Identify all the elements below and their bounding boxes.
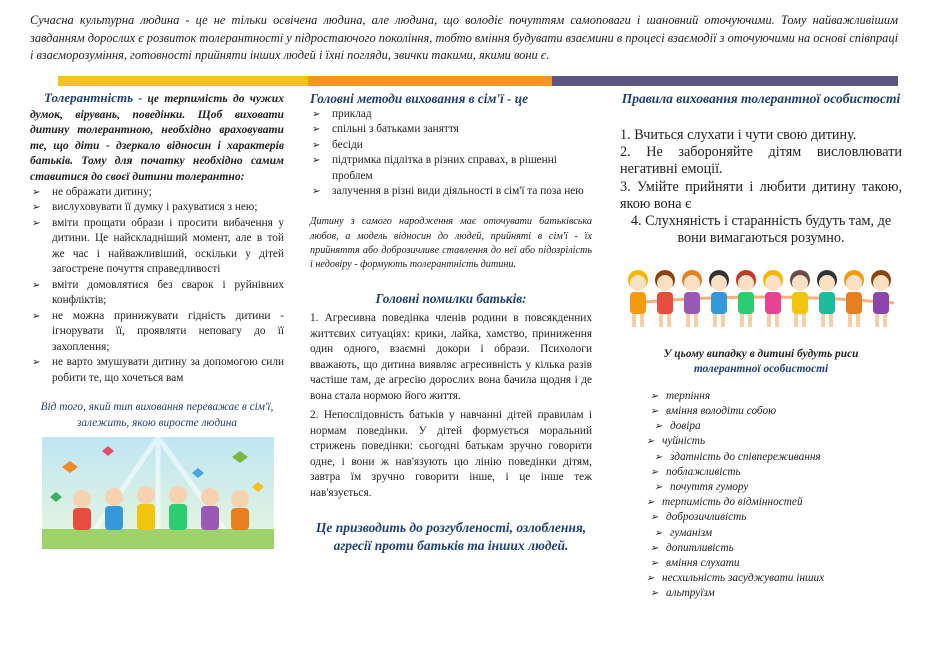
arrow-bullet-icon: ➢ <box>646 497 655 509</box>
tolerance-definition <box>30 90 284 185</box>
rules-list <box>620 127 902 247</box>
rules-title: Правила виховання толерантної особистості <box>621 91 901 106</box>
arrow-bullet-icon: ➢ <box>32 202 41 214</box>
child-figure <box>657 275 673 291</box>
arrow-bullet-icon: ➢ <box>32 357 41 369</box>
mistake-paragraph-2: 2. Непослідовність батьків у навчанні дітей правилам і нормам поведінки. У дітей формується моральний стрижень поведінки: сьогодні батькам зручно говорити одне, і вони ж нав'язують цю лінію поведінки дітям, завтра їм зручно говорити інше, і це інше теж нав'язується. <box>310 409 592 499</box>
child-figure <box>873 275 889 291</box>
list-item: ➢ не ображати дитину; <box>30 185 284 201</box>
arrow-bullet-icon: ➢ <box>650 406 659 418</box>
child-figure <box>711 292 727 314</box>
upbringing-caption: Від того, який тип виховання переважає в сім'ї, залежить, якою виросте людина <box>40 401 274 429</box>
trait-item: ➢ почуття гумору <box>652 480 902 495</box>
arrow-bullet-icon: ➢ <box>654 421 663 433</box>
list-item: ➢ вислуховувати її думку і рахуватися з нею; <box>30 200 284 216</box>
traits-list <box>620 389 902 602</box>
arrow-bullet-icon: ➢ <box>312 139 321 151</box>
rule-item: 3. Умійте прийняти і любити дитину такою, якою вона є <box>620 178 902 212</box>
list-item: ➢ вміти прощати образи і просити вибачення у дитини. Це найскладніший момент, але в той же час і найважливіший, оскільки у дітей загострене почуття справедливості <box>32 216 284 276</box>
child-figure <box>819 275 835 291</box>
color-stripe-yellow <box>58 76 308 86</box>
column-rules <box>620 90 902 602</box>
color-stripe-purple <box>552 76 898 86</box>
child-figure <box>846 275 862 291</box>
traits-heading: У цьому випадку в дитині будуть риси толерантної особистості <box>663 348 859 376</box>
trait-item: ➢ чуйність <box>644 434 902 449</box>
child-figure <box>792 292 808 314</box>
methods-list <box>310 107 592 199</box>
arrow-bullet-icon: ➢ <box>312 155 321 167</box>
color-stripe-orange <box>308 76 552 86</box>
arrow-bullet-icon: ➢ <box>646 436 655 448</box>
rule-item: 4. Слухняність і старанність будуть там, де вони вимагаються розумно. <box>630 213 892 247</box>
arrow-bullet-icon: ➢ <box>654 527 663 539</box>
child-figure <box>694 314 698 327</box>
child-figure <box>765 292 781 314</box>
arrow-bullet-icon: ➢ <box>650 558 659 570</box>
child-figure <box>775 314 779 327</box>
tolerance-term: Толерантність <box>44 90 134 105</box>
child-figure <box>711 275 727 291</box>
trait-item: ➢ допитливість <box>648 541 902 556</box>
child-figure <box>765 275 781 291</box>
child-figure <box>686 314 690 327</box>
child-figure <box>821 314 825 327</box>
child-figure <box>792 275 808 291</box>
conclusion-text: Це призводить до розгубленості, озлоблення, агресії проти батьків та інших людей. <box>315 520 587 553</box>
child-figure <box>873 292 889 314</box>
trait-item: ➢ доброзичливість <box>648 510 902 525</box>
child-figure <box>632 314 636 327</box>
list-item: ➢ бесіди <box>310 138 592 153</box>
child-figure <box>802 314 806 327</box>
child-figure <box>738 275 754 291</box>
child-figure <box>794 314 798 327</box>
rule-item: 1. Вчиться слухати і чути свою дитину. <box>620 127 857 143</box>
arrow-bullet-icon: ➢ <box>312 109 321 120</box>
child-figure <box>846 292 862 314</box>
column-methods <box>310 90 592 568</box>
child-figure <box>684 275 700 291</box>
column-tolerance <box>30 90 284 549</box>
trait-item: ➢ вміння володіти собою <box>648 404 902 419</box>
trait-item: ➢ несхильність засуджувати інших <box>644 571 902 586</box>
child-figure <box>667 314 671 327</box>
arrow-bullet-icon: ➢ <box>654 482 663 494</box>
trait-item: ➢ поблажливість <box>648 465 902 480</box>
list-item: ➢ залучення в різні види діяльності в сім'ї та поза нею <box>310 184 592 199</box>
trait-item: ➢ гуманізм <box>652 526 902 541</box>
arrow-bullet-icon: ➢ <box>32 217 41 229</box>
child-figure <box>748 314 752 327</box>
list-item: ➢ спільні з батьками заняття <box>310 122 592 137</box>
child-figure <box>630 275 646 291</box>
list-item: ➢ підтримка підлітка в різних справах, в рішенні проблем <box>312 154 557 182</box>
children-with-butterflies-image <box>42 437 274 549</box>
arrow-bullet-icon: ➢ <box>32 186 41 198</box>
arrow-bullet-icon: ➢ <box>654 451 663 463</box>
arrow-bullet-icon: ➢ <box>32 310 41 322</box>
arrow-bullet-icon: ➢ <box>650 542 659 554</box>
arrow-bullet-icon: ➢ <box>650 512 659 524</box>
rule-item: 2. Не забороняйте дітям висловлювати негативні емоції. <box>620 144 902 178</box>
love-note: Дитину з самого народження має оточувати батьківська любов, а модель відносин до людей, прийняті в сім'ї - їх прийняття або доброзичливе ставлення до неї або підозрілість і недовіру - формують толерантність дитини. <box>310 216 592 271</box>
children-holding-hands-image <box>624 263 902 331</box>
arrow-bullet-icon: ➢ <box>650 466 659 478</box>
tolerance-definition-text: - це терпимість до чужих думок, вірувань, поведінки. Щоб виховати дитину толерантною, необхідно враховувати те, що діти - дзеркало відносин і характерів батьків. Тому для початку необхідно самим ставитися до своєї дитини толерантно: <box>30 92 284 183</box>
trait-item: ➢ терпимість до відмінностей <box>644 495 902 510</box>
arrow-bullet-icon: ➢ <box>650 588 659 600</box>
tolerance-list <box>30 185 284 387</box>
child-figure <box>659 314 663 327</box>
child-figure <box>883 314 887 327</box>
arrow-bullet-icon: ➢ <box>312 186 321 198</box>
child-figure <box>640 314 644 327</box>
list-item: ➢ не варто змушувати дитину за допомогою сили робити те, що хочеться вам <box>32 356 284 384</box>
trait-item: ➢ здатність до співпереживання <box>652 450 902 465</box>
list-item: ➢ вміти домовлятися без сварок і руйнівних конфліктів; <box>32 278 284 307</box>
intro-paragraph: Сучасна культурна людина - це не тільки освічена людина, але людина, що володіє почуттям самоповаги і шановний оточуючими. Тому найважливішим завданням дорослих є розвиток толерантності у підростаючого покоління, тобто вміння будувати взаємини в процесі взаємодії з оточуючими на основі співпраці і взаєморозуміння, готовності прийняти інших людей і їхні погляди, звички такими, якими вони є. <box>30 13 899 62</box>
child-figure <box>738 292 754 314</box>
list-item: ➢ приклад <box>310 107 592 122</box>
trait-item: ➢ вміння слухати <box>648 556 902 571</box>
child-figure <box>767 314 771 327</box>
mistakes-title: Головні помилки батьків: <box>375 291 527 307</box>
child-figure <box>657 292 673 314</box>
trait-item: ➢ терпіння <box>648 389 902 404</box>
child-figure <box>848 314 852 327</box>
child-figure <box>875 314 879 327</box>
child-figure <box>684 292 700 314</box>
child-figure <box>630 292 646 314</box>
child-figure <box>721 314 725 327</box>
arrow-bullet-icon: ➢ <box>312 124 321 136</box>
arrow-bullet-icon: ➢ <box>32 279 41 291</box>
trait-item: ➢ довіра <box>652 419 902 434</box>
list-item: ➢ не можна принижувати гідність дитини - ігнорувати її, проявляти неповагу до її захоплення; <box>32 309 284 353</box>
mistake-paragraph-1: 1. Агресивна поведінка членів родини в повсякденних життєвих ситуаціях: крики, лайка, хамство, приниження один одного, взаємні докори і образи. Психологи вважають, що дитина виявляє агресивність у кілька разів частіше там, де агресію дорослих вона бачила щодня і де вона стала нормою його життя. <box>310 312 592 402</box>
child-figure <box>819 292 835 314</box>
child-figure <box>713 314 717 327</box>
arrow-bullet-icon: ➢ <box>646 573 655 585</box>
methods-title: Головні методи виховання в сім'ї - це <box>310 91 528 106</box>
child-figure <box>829 314 833 327</box>
child-figure <box>740 314 744 327</box>
arrow-bullet-icon: ➢ <box>650 390 659 402</box>
child-figure <box>856 314 860 327</box>
trait-item: ➢ альтруїзм <box>648 586 902 601</box>
